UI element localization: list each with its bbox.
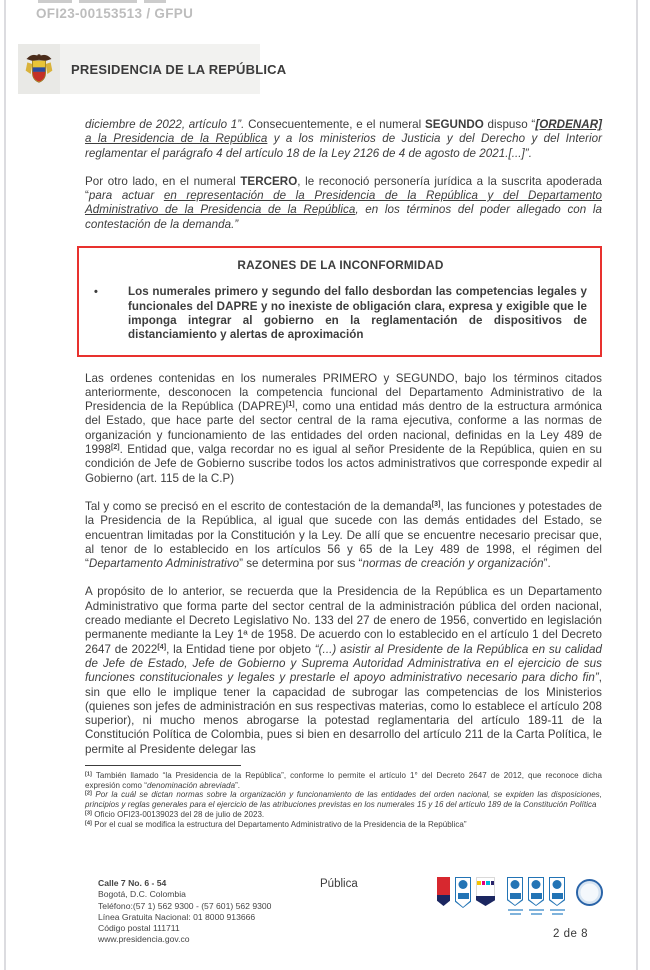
icontec-cert-badge-3-icon [549,877,565,915]
footnote-2 [85,790,602,809]
footnote-separator [85,765,241,766]
footnote-text: Por la cuál se dictan normas sobre la organización y funcionamiento de las entidades del orden nacional, se expiden las disposiciones, principios y reglas generales para el ejercicio de las atribuciones previstas en los numerales 15 y 16 del artículo 189 de la Constitución Política [85,790,602,810]
address-line: Línea Gratuita Nacional: 01 8000 913666 [98,911,256,922]
footnote-marker: [3] [85,810,92,817]
footnote-3 [85,810,602,820]
icontec-cert-badge-1-icon [507,877,523,915]
inconformity-box [77,246,602,356]
footnotes-section [85,765,602,829]
footnote-text: También llamado “la Presidencia de la República”, conforme lo permite el artículo 1° del Decreto 2647 de 2012, que reconoce dicha expresión como “denominación abreviada”. [85,770,603,790]
footnote-marker: [1] [85,771,92,778]
page-number: 2 de 8 [553,928,588,940]
right-page-edge [636,0,638,970]
document-reference-number: OFI23-00153513 / GFPU [36,6,194,21]
icontec-cert-badge-2-icon [528,877,544,915]
paragraph-contestacion: Tal y como se precisó en el escrito de contestación de la demanda[3], las funciones y potestades de la Presidencia de la República, al igual que sucede con las demás entidades del Estado, se encuentran limitadas por la Constitución y la Ley. De allí que se encuentre necesario precisar que, al tenor de lo establecido en los artículos 56 y 65 de la Ley 489 de 1998, el régimen del “Departamento Administrativo” se determina por sus “normas de creación y organización”. [85,499,602,571]
footnote-text: Por el cual se modifica la estructura del Departamento Administrativo de la Presidencia de la República” [94,819,467,829]
paragraph-tercero: Por otro lado, en el numeral TERCERO, le reconoció personería jurídica a la suscrita apoderada “para actuar en representación de la Presidencia de la República y del Departamento Administrativo de la Presidencia de la República, en los términos del poder allegado con la contestación de la demanda.” [85,174,603,231]
address-line: Teléfono:(57 1) 562 9300 - (57 601) 562 9300 [98,900,272,911]
footnote-text: Oficio OFI23-00139023 del 28 de julio de 2023. [94,809,265,819]
great-place-to-work-badge-icon [437,877,450,906]
paragraph-proposito: A propósito de lo anterior, se recuerda que la Presidencia de la República es un Departamento Administrativo que forma parte del sector central de la administración pública del orden nacional, creado mediante el Decreto Legislativo No. 133 del 27 de enero de 1956, convertido en legislación permanente mediante la Ley 1ª de 1958. De acuerdo con lo establecido en el artículo 1 del Decreto 2647 de 2022[4], la Entidad tiene por objeto “(...) asistir al Presidente de la República en su calidad de Jefe de Estado, Jefe de Gobierno y Suprema Autoridad Administrativa en el ejercicio de sus funciones constitucionales y legales y prestarle el apoyo administrativo necesario para dicho fin”, sin que ello le implique tener la capacidad de subrogar las competencias de los Ministerios (quienes son jefes de administración en sus respectivas materias, como lo establece el artículo 208 superior), ni mucho menos abrogarse la potestad reglamentaria del artículo 189-11 de la Constitución Política de Colombia, pues si bien en desarrollo del artículo 211 de la Carta Política, le permite al Presidente delegar las [85,585,602,756]
bullet-text: Los numerales primero y segundo del fallo desbordan las competencias legales y funcionales del DAPRE y no inexiste de obligación clara, expresa y exigible que le imponga integrar al gobierno en la reglamentación de dispositivos de distanciamiento y alertas de aproximación [128,285,587,342]
footnote-1 [85,771,602,790]
inconformity-bullet-item [94,285,587,342]
footnote-4 [85,820,602,830]
icontec-cert-badge-group [507,877,565,915]
address-line: Código postal 111711 [98,923,180,934]
website-url: www.presidencia.gov.co [98,934,190,945]
coat-of-arms-icon [18,44,60,94]
paragraph-ordenes: Las ordenes contenidas en los numerales PRIMERO y SEGUNDO, bajo los términos citados anteriormente, desconocen la competencia funcional del Departamento Administrativo de la Presidencia de la República (DAPRE)[1], como una entidad más dentro de la estructura armónica del Estado, que hace parte del sector central de la rama ejecutiva, conforme a las normas de organización y funcionamiento de las entidades del orden nacional, definidas en la Ley 489 de 1998[2]. Entidad que, valga recordar no es igual al señor Presidente de la República, quien en su condición de Jefe de Gobierno suscribe todos los actos administrativos que corresponde expedir al Gobierno (art. 115 de la C.P) [85,371,602,485]
classification-label: Pública [320,878,358,890]
header-logo-block [18,44,287,94]
cut-off-text-remnant [38,0,166,3]
footer-address-block [98,878,271,946]
paragraph-segundo: diciembre de 2022, artículo 1”. Consecuentemente, e el numeral SEGUNDO dispuso “[ORDENAR] a la Presidencia de la República y a los ministerios de Justicia y del Derecho y del Interior reglamentar el parágrafo 4 del artículo 18 de la Ley 2126 de 4 de agosto de 2021.[...]”. [85,118,603,160]
address-line: Calle 7 No. 6 - 54 [98,878,167,888]
footnote-marker: [4] [85,820,92,826]
left-page-edge [4,0,6,970]
footer-certification-badges [437,877,603,915]
great-culture-to-innovate-badge-icon [476,877,495,906]
inconformity-box-title: RAZONES DE LA INCONFORMIDAD [237,258,444,273]
bullet-marker: • [94,286,98,299]
address-line: Bogotá, D.C. Colombia [98,889,186,900]
entity-name: PRESIDENCIA DE LA REPÚBLICA [71,61,287,77]
icontec-certification-badge-icon [455,877,471,908]
footnote-marker: [2] [85,790,92,797]
document-body [85,118,602,829]
circular-quality-seal-icon [576,879,603,906]
